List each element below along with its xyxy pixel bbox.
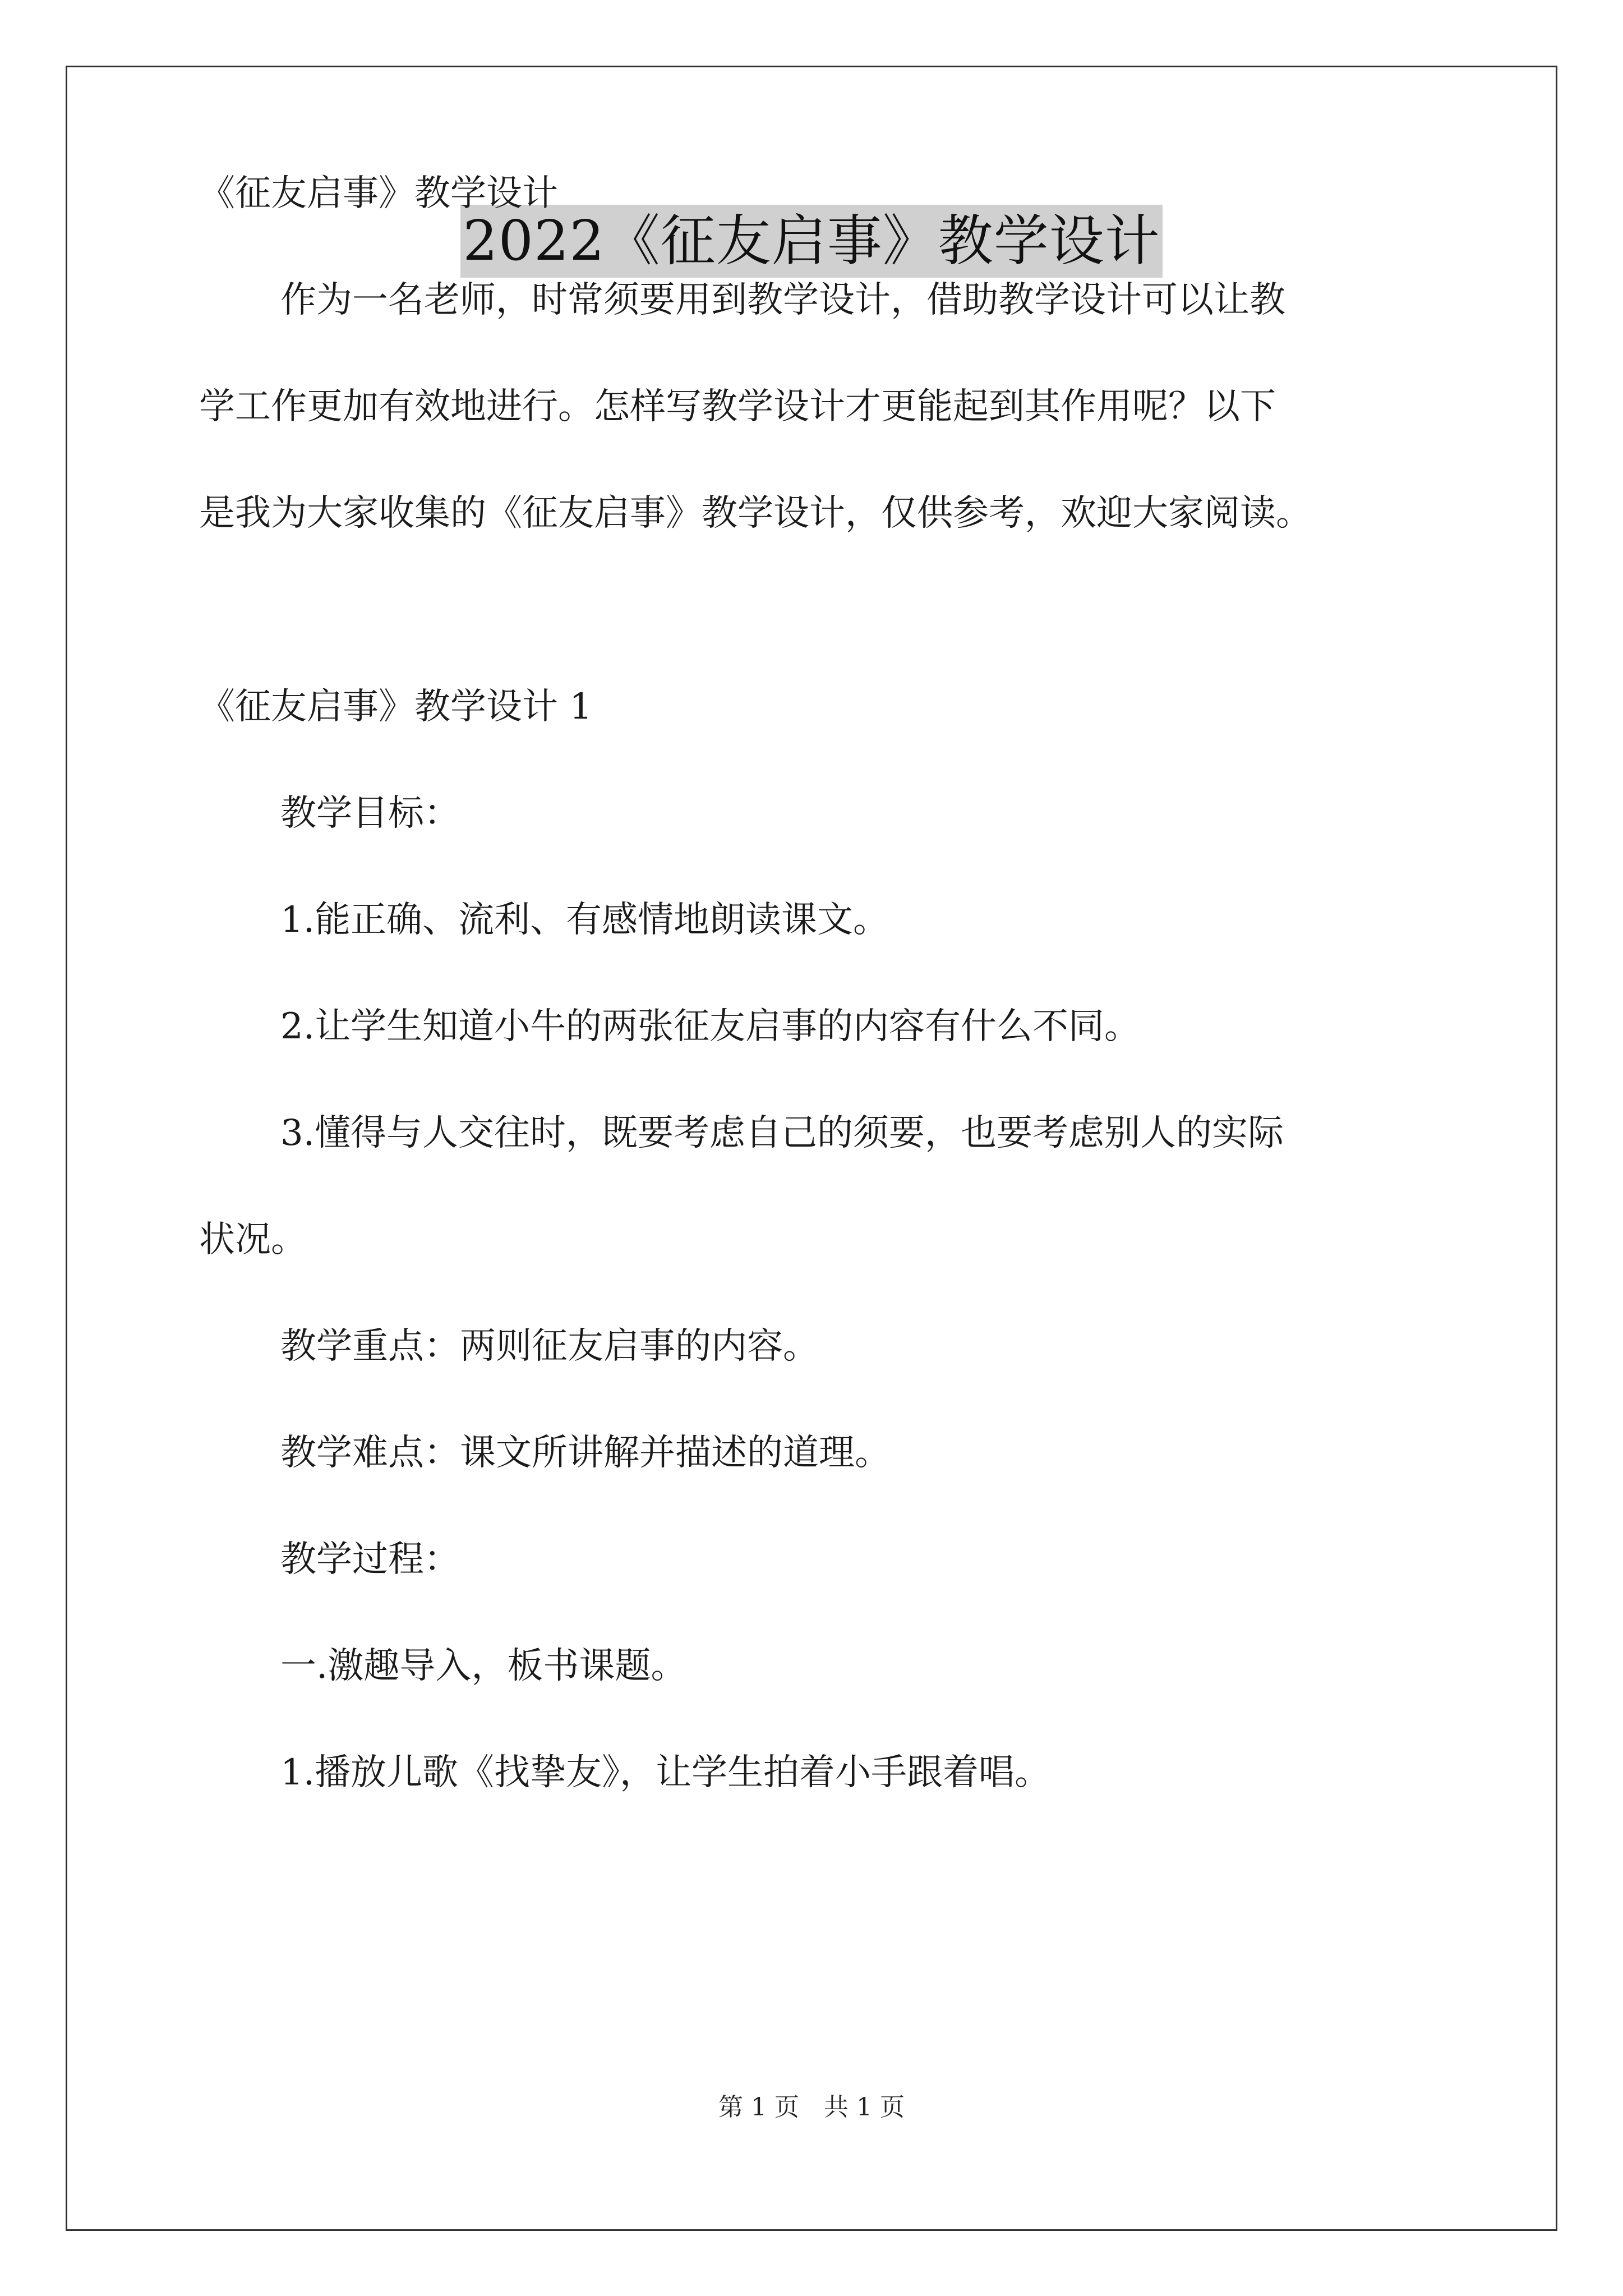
process-step-1: 一.激趣导入，板书课题。: [280, 1645, 687, 1687]
intro-line-1: 作为一名老师，时常须要用到教学设计，借助教学设计可以让教: [280, 279, 1285, 321]
intro-line-2: 学工作更加有效地进行。怎样写教学设计才更能起到其作用呢？以下: [199, 386, 1276, 427]
goals-label: 教学目标：: [280, 793, 460, 834]
difficulty: 教学难点：课文所讲解并描述的道理。: [280, 1432, 891, 1474]
goal-item-3-line-2: 状况。: [199, 1219, 307, 1260]
section-heading: 《征友启事》教学设计 1: [199, 686, 593, 728]
subtitle: 《征友启事》教学设计: [199, 173, 558, 214]
process-label: 教学过程：: [280, 1539, 460, 1580]
key-point: 教学重点：两则征友启事的内容。: [280, 1326, 819, 1367]
page-number: 第 1 页 共 1 页: [718, 2093, 905, 2122]
page-footer: [0, 2087, 1623, 2123]
goal-item-1: 1.能正确、流利、有感情地朗读课文。: [280, 899, 889, 941]
intro-line-3: 是我为大家收集的《征友启事》教学设计，仅供参考，欢迎大家阅读。: [199, 493, 1312, 534]
process-step-1-1: 1.播放儿歌《找挚友》，让学生拍着小手跟着唱。: [280, 1752, 1051, 1793]
goal-item-2: 2.让学生知道小牛的两张征友启事的内容有什么不同。: [280, 1006, 1141, 1047]
document-title: 2022《征友启事》教学设计: [460, 205, 1162, 278]
goal-item-3-line-1: 3.懂得与人交往时，既要考虑自己的须要，也要考虑别人的实际: [280, 1112, 1284, 1154]
